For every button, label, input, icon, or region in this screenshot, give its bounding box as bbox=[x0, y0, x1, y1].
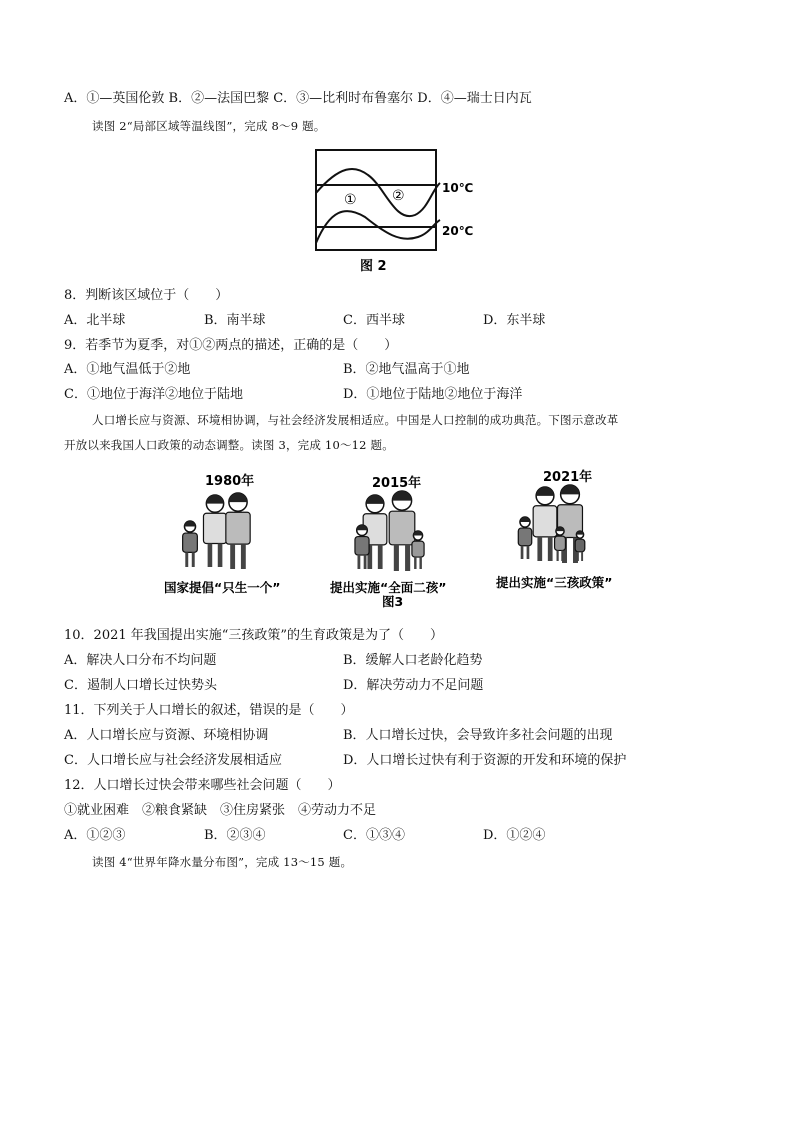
q9-option-d[interactable]: D．①地位于陆地②地位于海洋 bbox=[343, 387, 523, 402]
q8-option-b[interactable]: B．南半球 bbox=[204, 313, 266, 328]
figure-2-isotherm-map bbox=[300, 145, 490, 275]
q10-option-d[interactable]: D．解决劳动力不足问题 bbox=[343, 678, 484, 693]
q11-option-a[interactable]: A．人口增长应与资源、环境相协调 bbox=[64, 728, 269, 743]
q11-option-d[interactable]: D．人口增长过快有利于资源的开发和环境的保护 bbox=[343, 753, 627, 768]
q10-option-a[interactable]: A．解决人口分布不均问题 bbox=[64, 653, 217, 668]
intro-q8-9: 读图 2“局部区域等温线图”，完成 8～9 题。 bbox=[92, 119, 326, 133]
q12-option-d[interactable]: D．①②④ bbox=[483, 828, 546, 843]
map-frame bbox=[316, 150, 436, 250]
point-1-label: ① bbox=[344, 192, 357, 208]
q9-stem: 9．若季节为夏季，对①②两点的描述，正确的是（ ） bbox=[64, 338, 398, 353]
child-figure-1980 bbox=[183, 521, 198, 567]
panel-2021-year: 2021年 bbox=[543, 470, 593, 485]
child-2-figure-2015 bbox=[412, 531, 424, 569]
q11-option-c[interactable]: C．人口增长应与社会经济发展相适应 bbox=[64, 753, 282, 768]
q11-stem: 11．下列关于人口增长的叙述，错误的是（ ） bbox=[64, 703, 354, 718]
q9-option-a[interactable]: A．①地气温低于②地 bbox=[64, 362, 191, 377]
panel-2021-caption: 提出实施“三孩政策” bbox=[496, 575, 613, 590]
q10-option-c[interactable]: C．遏制人口增长过快势头 bbox=[64, 678, 217, 693]
figure-2-caption: 图 2 bbox=[360, 259, 387, 274]
q8-stem: 8．判断该区域位于（ ） bbox=[64, 288, 229, 303]
intro-q13-15: 读图 4“世界年降水量分布图”，完成 13～15 题。 bbox=[92, 855, 353, 869]
isotherm-10c-label: 10℃ bbox=[442, 181, 474, 195]
q8-option-c[interactable]: C．西半球 bbox=[343, 313, 405, 328]
q12-items: ①就业困难 ②粮食紧缺 ③住房紧张 ④劳动力不足 bbox=[64, 803, 377, 818]
intro-q10-12-line2: 开放以来我国人口政策的动态调整。读图 3，完成 10～12 题。 bbox=[64, 438, 394, 452]
panel-2015-caption: 提出实施“全面二孩” bbox=[330, 580, 447, 595]
figure-3-caption: 图3 bbox=[382, 594, 404, 609]
father-figure-2021 bbox=[533, 487, 557, 561]
child-1-figure-2015 bbox=[355, 525, 369, 569]
father-figure-1980 bbox=[203, 495, 226, 567]
panel-1980-year: 1980年 bbox=[205, 474, 255, 489]
point-2-label: ② bbox=[392, 188, 405, 204]
panel-1980-caption: 国家提倡“只生一个” bbox=[164, 580, 281, 595]
intro-q10-12-line1: 人口增长应与资源、环境相协调，与社会经济发展相适应。中国是人口控制的成功典范。下图示意改革 bbox=[92, 413, 619, 427]
q12-option-c[interactable]: C．①③④ bbox=[343, 828, 405, 843]
mother-figure-1980 bbox=[226, 493, 250, 569]
figure-3-population-policy bbox=[150, 465, 650, 615]
q9-option-b[interactable]: B．②地气温高于①地 bbox=[343, 362, 470, 377]
q12-option-b[interactable]: B．②③④ bbox=[204, 828, 266, 843]
q12-option-a[interactable]: A．①②③ bbox=[64, 828, 126, 843]
q8-option-d[interactable]: D．东半球 bbox=[483, 313, 546, 328]
q10-stem: 10．2021 年我国提出实施“三孩政策”的生育政策是为了（ ） bbox=[64, 628, 444, 643]
q9-option-c[interactable]: C．①地位于海洋②地位于陆地 bbox=[64, 387, 243, 402]
child-1-figure-2021 bbox=[518, 517, 531, 559]
mother-figure-2015 bbox=[389, 491, 415, 571]
isotherm-20c-label: 20℃ bbox=[442, 224, 474, 238]
isotherm-10c bbox=[316, 169, 440, 216]
q7-options: A．①—英国伦敦 B．②—法国巴黎 C．③—比利时布鲁塞尔 D．④—瑞士日内瓦 bbox=[64, 91, 532, 106]
panel-2015-year: 2015年 bbox=[372, 476, 422, 491]
q10-option-b[interactable]: B．缓解人口老龄化趋势 bbox=[343, 653, 483, 668]
q8-option-a[interactable]: A．北半球 bbox=[64, 313, 126, 328]
q11-option-b[interactable]: B．人口增长过快，会导致许多社会问题的出现 bbox=[343, 728, 613, 743]
q12-stem: 12．人口增长过快会带来哪些社会问题（ ） bbox=[64, 778, 341, 793]
